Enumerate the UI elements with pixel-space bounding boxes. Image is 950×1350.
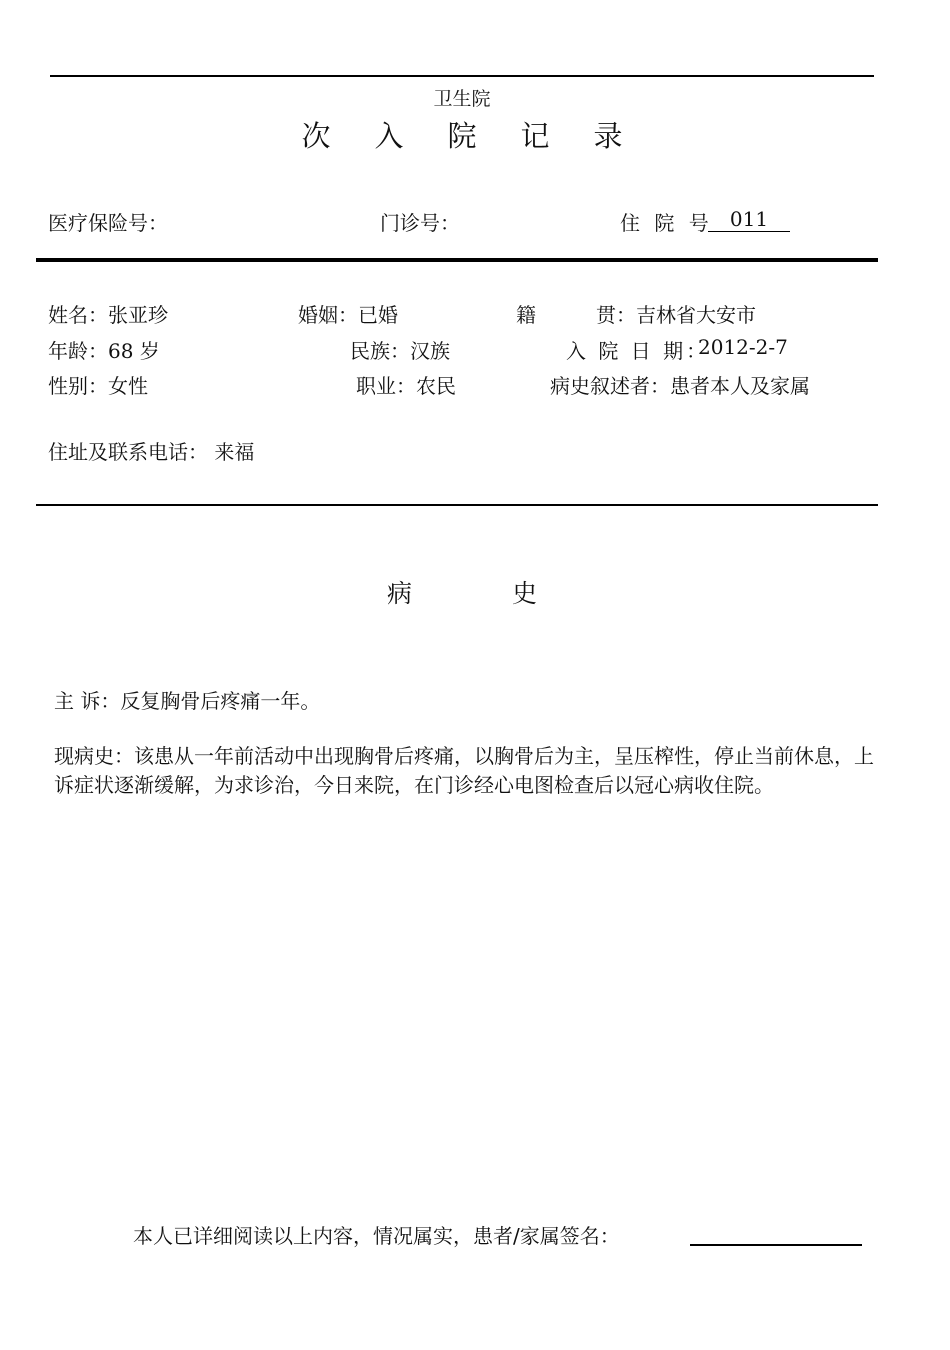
- signature-line[interactable]: [690, 1244, 862, 1246]
- title-char: 院: [447, 119, 477, 153]
- chief-complaint: 主 诉：反复胸骨后疼痛一年。: [54, 689, 321, 713]
- admission-date-value: 2012-2-7: [698, 335, 788, 359]
- admission-number-value: 011: [708, 207, 790, 232]
- native-place-label: 籍: [516, 303, 536, 327]
- history-title-char: 病: [386, 579, 412, 608]
- section-divider: [36, 504, 878, 506]
- history-title-char: 史: [512, 579, 538, 608]
- admission-number-label: 住 院 号: [620, 211, 713, 235]
- patient-ethnicity: 民族：汉族: [350, 339, 450, 363]
- section-divider-thick: [36, 258, 878, 262]
- top-rule: [50, 75, 874, 77]
- title-char: 录: [593, 119, 623, 153]
- title-char: 入: [374, 119, 404, 153]
- patient-age: 年龄：68 岁: [48, 339, 160, 363]
- hospital-name: 卫生院: [433, 88, 491, 110]
- address-and-phone: 住址及联系电话： 来福: [48, 440, 255, 464]
- insurance-number-label: 医疗保险号：: [48, 211, 168, 235]
- record-title: [0, 114, 924, 155]
- history-section-title: [0, 574, 924, 610]
- marital-status: 婚姻：已婚: [298, 303, 398, 327]
- present-illness: 现病史：该患从一年前活动中出现胸骨后疼痛，以胸骨后为主，呈压榨性，停止当前休息，上诉症状逐渐缓解，为求诊治，今日来院，在门诊经心电图检查后以冠心病收住院。: [54, 744, 874, 797]
- title-char: 次: [301, 119, 331, 153]
- native-place-value: 贯：吉林省大安市: [596, 303, 756, 327]
- patient-occupation: 职业：农民: [356, 374, 456, 398]
- clinic-number-label: 门诊号：: [380, 211, 460, 235]
- patient-name: 姓名：张亚珍: [48, 303, 168, 327]
- patient-gender: 性别：女性: [48, 374, 148, 398]
- admission-date-label: 入 院 日 期：: [566, 339, 710, 363]
- title-char: 记: [520, 119, 550, 153]
- signature-statement: 本人已详细阅读以上内容，情况属实，患者/家属签名：: [133, 1224, 620, 1248]
- history-narrator: 病史叙述者：患者本人及家属: [550, 374, 810, 398]
